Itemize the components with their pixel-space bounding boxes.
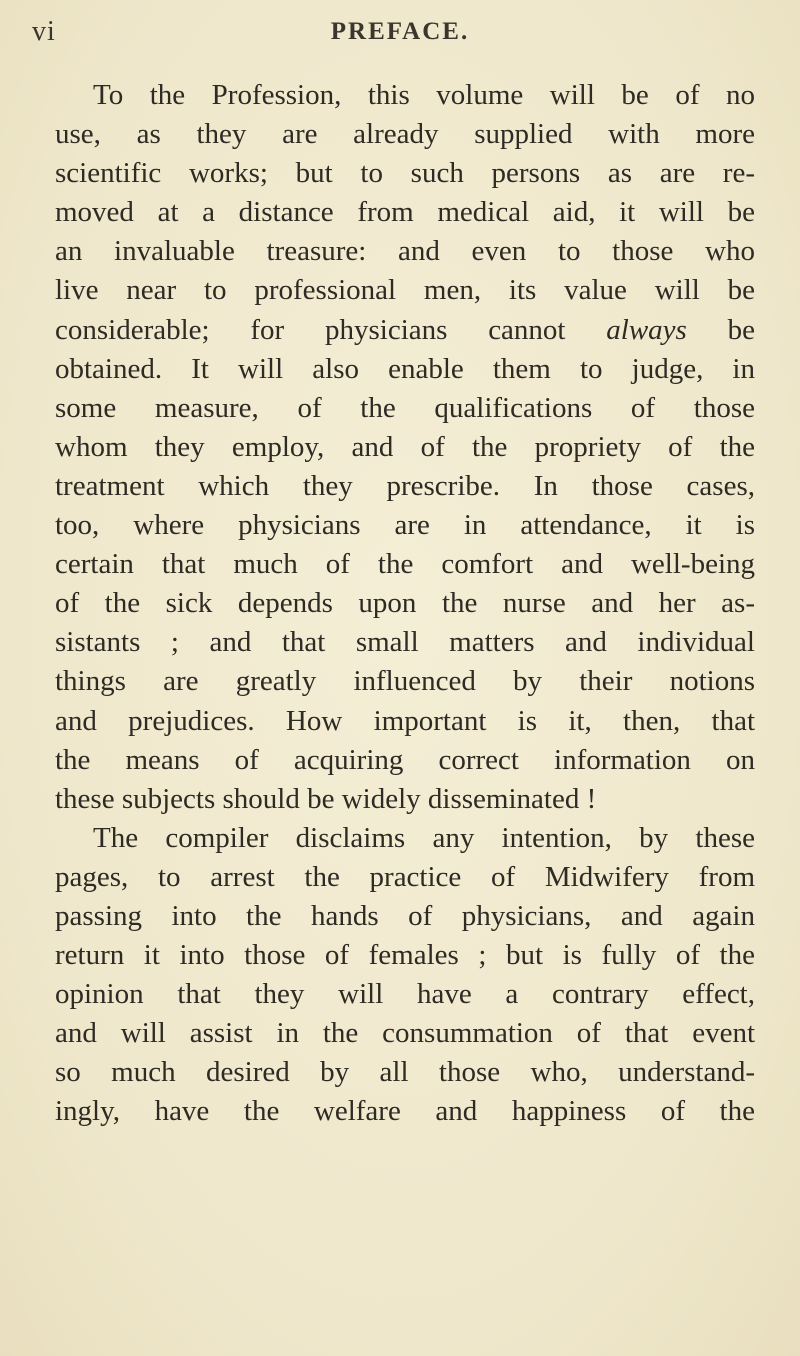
text-line: use, as they are already supplied with more [55,118,755,151]
text-line: these subjects should be widely disseminated ! [55,782,597,815]
paragraph-1 [55,76,755,819]
running-head-title: PREFACE. [330,18,470,45]
text-line: ingly, have the welfare and happiness of the [55,1095,755,1128]
page-number: vi [32,16,56,47]
text-segment: considerable; for physicians cannot [55,313,566,346]
text-line: of the sick depends upon the nurse and her as- [55,587,755,620]
text-line: obtained. It will also enable them to judge, in [55,352,755,385]
paragraph-2 [55,819,755,1132]
italic-word: always [606,313,687,346]
text-line: certain that much of the comfort and well-being [55,548,755,581]
text-line: and will assist in the consummation of that event [55,1017,755,1050]
text-line: and prejudices. How important is it, then, that [55,704,755,737]
text-line: too, where physicians are in attendance, it is [55,509,755,542]
text-line: opinion that they will have a contrary effect, [55,978,755,1011]
body-text [55,76,755,1132]
text-line: things are greatly influenced by their notions [55,665,755,698]
running-head [24,12,776,52]
text-line: an invaluable treasure: and even to those who [55,235,755,268]
text-line: pages, to arrest the practice of Midwifery from [55,860,755,893]
text-line: treatment which they prescribe. In those cases, [55,469,755,502]
text-line: the means of acquiring correct information on [55,743,755,776]
text-line: return it into those of females ; but is fully of the [55,939,755,972]
text-line-with-italic [55,311,755,350]
text-line: passing into the hands of physicians, and again [55,899,755,932]
text-line: so much desired by all those who, understand- [55,1056,755,1089]
text-line: The compiler disclaims any intention, by these [93,821,755,854]
text-segment: be [727,313,755,346]
text-line: live near to professional men, its value will be [55,274,755,307]
text-line: whom they employ, and of the propriety of the [55,430,755,463]
text-line: scientific works; but to such persons as are re- [55,157,755,190]
text-line: To the Profession, this volume will be of no [93,79,755,111]
text-line: some measure, of the qualifications of those [55,391,755,424]
text-line: moved at a distance from medical aid, it will be [55,196,755,229]
text-line: sistants ; and that small matters and individual [55,626,755,659]
